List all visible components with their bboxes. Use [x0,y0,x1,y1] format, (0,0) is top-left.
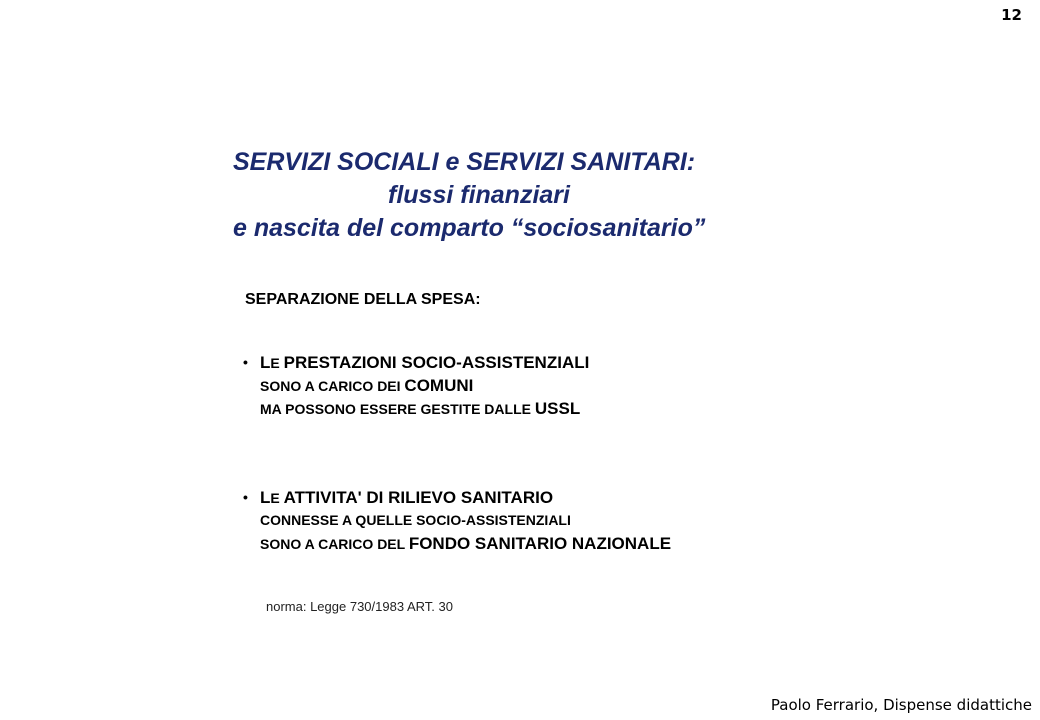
bullet-text-segment: L [260,488,271,507]
bullet-text-segment: MA POSSONO ESSERE GESTITE DALLE [260,401,535,417]
footer-author: Paolo Ferrario, Dispense didattiche [770,696,1032,714]
bullet-line [243,509,671,532]
bullet-marker: • [243,489,248,505]
bullet-text-segment: E [270,490,284,506]
bullet-item-2 [243,486,671,555]
title-line-2: flussi finanziari [388,181,570,209]
bullet-text-segment: CONNESSE A QUELLE SOCIO-ASSISTENZIALI [260,512,571,528]
bullet-line [243,397,589,420]
section-heading: SEPARAZIONE DELLA SPESA: [245,291,481,308]
bullet-line [243,532,671,555]
bullet-marker: • [243,354,248,370]
title-line-1: SERVIZI SOCIALI e SERVIZI SANITARI: [233,148,696,176]
bullet-text-segment: E [270,355,284,371]
title-line-3: e nascita del comparto “sociosanitario” [233,214,706,242]
page-number: 12 [1001,6,1022,24]
bullet-item-1 [243,351,589,420]
bullet-text-segment: COMUNI [404,376,474,395]
bullet-text-segment: FONDO SANITARIO NAZIONALE [408,534,672,553]
bullet-text-segment: SONO A CARICO DEI [260,378,405,394]
bullet-text-segment: L [260,353,271,372]
bullet-line [243,351,589,374]
legal-reference: norma: Legge 730/1983 ART. 30 [266,599,453,614]
bullet-text-segment: USSL [534,399,581,418]
bullet-text-segment: SONO A CARICO DEL [260,536,409,552]
slide-title [233,146,773,245]
bullet-line [243,374,589,397]
bullet-text-segment: PRESTAZIONI SOCIO-ASSISTENZIALI [283,353,590,372]
bullet-text-segment: ATTIVITA' DI RILIEVO SANITARIO [283,488,554,507]
bullet-line [243,486,671,509]
